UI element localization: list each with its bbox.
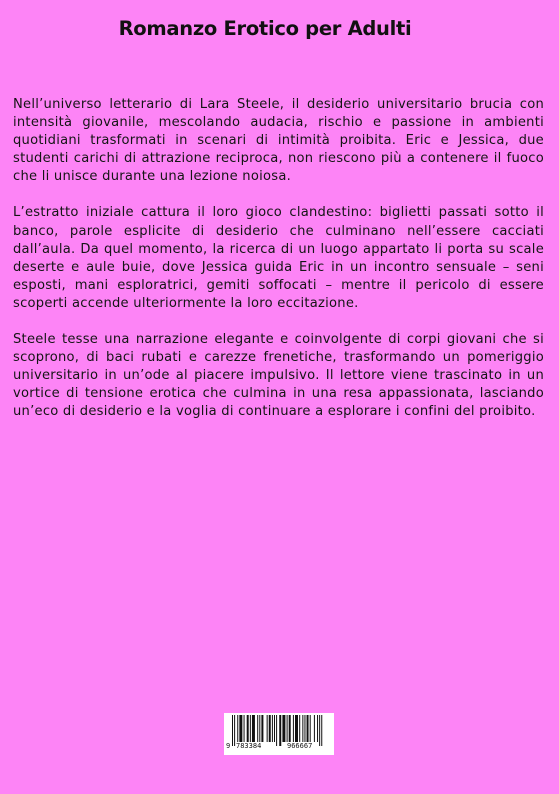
blurb-paragraph-1: Nell’universo letterario di Lara Steele, il desiderio universitario brucia con intensità giovanile, mescolando audacia, rischio e passione in ambienti quotidiani trasformati in scenari di intimità proibita. Eric e Jessica, due studenti carichi di attrazione reciproca, non riescono più a contenere il fuoco che li unisce durante una lezione noiosa. [13, 97, 544, 185]
barcode-bar [259, 715, 260, 742]
blurb-paragraph-3: Steele tesse una narrazione elegante e coinvolgente di corpi giovani che si scoprono, di baci rubati e carezze frenetiche, trasformando un pomeriggio universitario in un’ode al piacere impulsivo. Il lettore viene trascinato in un vortice di tensione erotica che culmina in una resa appassionata, lasciando un’eco di desiderio e la voglia di continuare a esplorare i confini del proibito. [13, 332, 544, 420]
barcode-bar [272, 715, 273, 742]
isbn-barcode [224, 713, 334, 755]
barcode-bar [252, 715, 255, 742]
blurb-paragraph-2: L’estratto iniziale cattura il loro gioco clandestino: biglietti passati sotto il banco, parole esplicite di desiderio che culminano nell’essere cacciati dall’aula. Da quel momento, la ricerca di un luogo appartato li porta su scale deserte e aule buie, dove Jessica guida Eric in un incontro sensuale – seni esposti, mani esploratrici, gemiti soffocati – mentre il pericolo di essere scoperti accende ulteriormente la loro eccitazione. [13, 205, 544, 311]
barcode-bar [261, 715, 263, 742]
barcode-bar [304, 715, 305, 742]
barcode-bar [274, 715, 275, 742]
barcode-bar [317, 715, 318, 742]
barcode-bar [295, 715, 298, 742]
barcode-right-group: 966667 [287, 742, 313, 750]
barcode-bar [239, 715, 242, 742]
barcode-bar [250, 715, 251, 742]
barcode-bar [244, 715, 245, 742]
barcode-bar [314, 715, 315, 742]
book-title: Romanzo Erotico per Adulti [118, 17, 412, 40]
barcode-bar [287, 715, 288, 742]
barcode-bar [302, 715, 303, 742]
barcode-bar [307, 715, 309, 742]
barcode-digits [224, 742, 334, 754]
barcode-bar [289, 715, 291, 742]
blurb-text [13, 96, 544, 440]
barcode-bar [310, 715, 311, 742]
barcode-bar [237, 715, 238, 742]
barcode-bar [282, 715, 285, 742]
barcode-bar [293, 715, 294, 742]
barcode-bar [257, 715, 258, 742]
barcode-bar [267, 715, 268, 742]
barcode-bar [299, 715, 300, 742]
barcode-bar [247, 715, 249, 742]
barcode-left-group: 783384 [236, 742, 262, 750]
barcode-first-digit: 9 [226, 742, 231, 750]
barcode-bar [269, 715, 271, 742]
